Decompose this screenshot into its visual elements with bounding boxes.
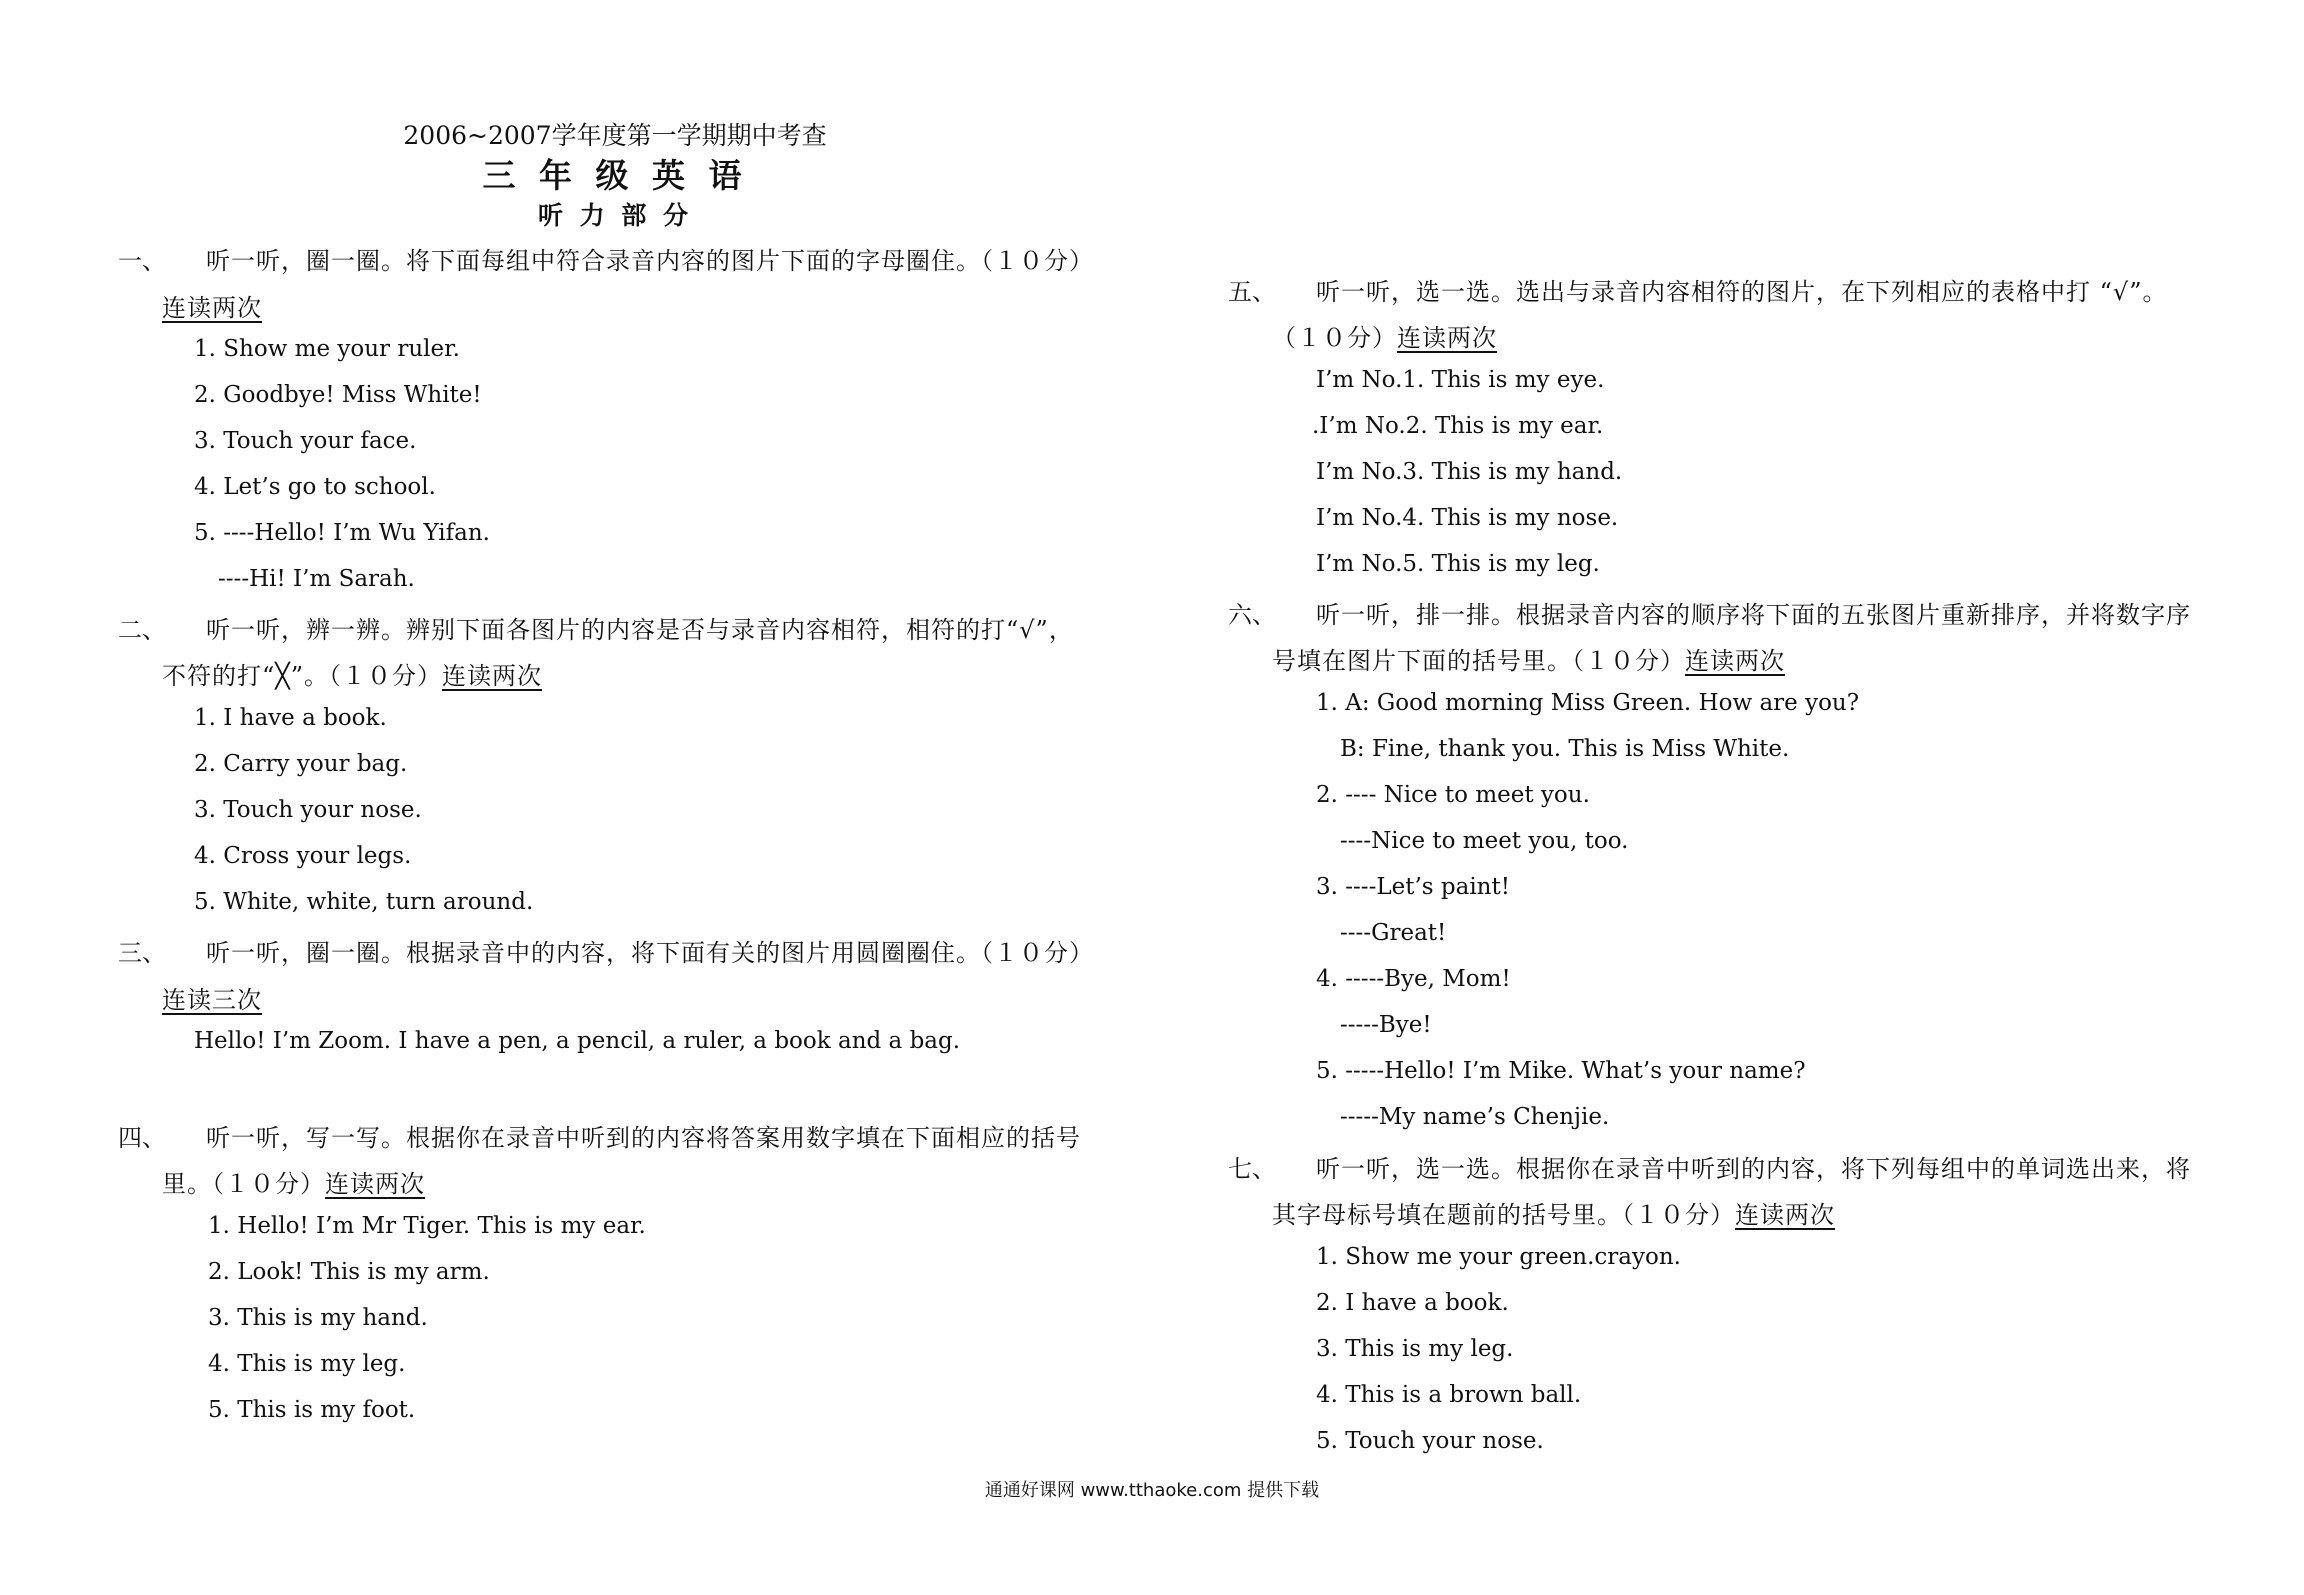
section-instruction-cont bbox=[162, 980, 262, 1015]
script-line: .I’m No.2. This is my ear. bbox=[1312, 413, 1604, 439]
script-line: 4. This is my leg. bbox=[208, 1351, 406, 1377]
exam-sub-title: 听 力 部 分 bbox=[537, 201, 693, 230]
section-instruction-cont bbox=[162, 288, 262, 323]
script-line: 1. I have a book. bbox=[194, 705, 387, 731]
instruction-prefix: 其字母标号填在题前的括号里。（１０分） bbox=[1272, 1201, 1735, 1229]
script-line: B: Fine, thank you. This is Miss White. bbox=[1340, 736, 1790, 762]
script-line: 5. White, white, turn around. bbox=[194, 889, 534, 915]
script-line: 4. Let’s go to school. bbox=[194, 474, 436, 500]
section-instruction: 听一听，辨一辨。辨别下面各图片的内容是否与录音内容相符，相符的打“√”， bbox=[206, 616, 1074, 644]
script-lines bbox=[194, 695, 533, 925]
section-number: 四、 bbox=[118, 1124, 166, 1152]
read-times-note: 连读两次 bbox=[1685, 647, 1785, 675]
section-instruction-cont bbox=[1272, 318, 1497, 353]
section-instruction: 听一听，选一选。选出与录音内容相符的图片，在下列相应的表格中打 “√”。 bbox=[1316, 278, 2168, 306]
script-line: I’m No.4. This is my nose. bbox=[1316, 505, 1619, 531]
script-lines bbox=[1312, 357, 1623, 587]
read-times-note: 连读两次 bbox=[162, 294, 262, 322]
script-line: 5. Touch your nose. bbox=[1316, 1428, 1544, 1454]
section-instruction: 听一听，圈一圈。根据录音中的内容，将下面有关的图片用圆圈圈住。（１０分） bbox=[206, 939, 1094, 967]
script-line: Hello! I’m Zoom. I have a pen, a pencil, a ruler, a book and a bag. bbox=[194, 1028, 961, 1054]
script-line: 4. Cross your legs. bbox=[194, 843, 412, 869]
script-line: 2. I have a book. bbox=[1316, 1290, 1509, 1316]
exam-year-title: 2006~2007学年度第一学期期中考查 bbox=[403, 121, 827, 150]
script-line: 1. A: Good morning Miss Green. How are you? bbox=[1316, 690, 1860, 716]
script-line: 3. ----Let’s paint! bbox=[1316, 874, 1510, 900]
read-times-note: 连读两次 bbox=[442, 662, 542, 690]
section-instruction: 听一听，写一写。根据你在录音中听到的内容将答案用数字填在下面相应的括号 bbox=[206, 1124, 1081, 1152]
script-line: ----Hi! I’m Sarah. bbox=[218, 566, 415, 592]
section-number: 一、 bbox=[118, 247, 166, 275]
script-line: I’m No.3. This is my hand. bbox=[1316, 459, 1623, 485]
script-line: 3. Touch your face. bbox=[194, 428, 417, 454]
script-line: I’m No.1. This is my eye. bbox=[1316, 367, 1605, 393]
script-line: 3. Touch your nose. bbox=[194, 797, 422, 823]
script-line: 2. Carry your bag. bbox=[194, 751, 408, 777]
instruction-prefix: 不符的打“╳”。（１０分） bbox=[162, 662, 442, 690]
section-instruction-cont bbox=[1272, 1195, 1835, 1230]
section-instruction-cont bbox=[162, 1164, 425, 1199]
read-times-note: 连读两次 bbox=[325, 1170, 425, 1198]
script-lines bbox=[194, 326, 490, 602]
script-line: I’m No.5. This is my leg. bbox=[1316, 551, 1600, 577]
script-line: ----Great! bbox=[1340, 920, 1447, 946]
script-line: 2. ---- Nice to meet you. bbox=[1316, 782, 1590, 808]
script-line: 3. This is my hand. bbox=[208, 1305, 428, 1331]
script-lines bbox=[1316, 680, 1859, 1140]
section-instruction: 听一听，排一排。根据录音内容的顺序将下面的五张图片重新排序，并将数字序 bbox=[1316, 601, 2191, 629]
script-line: 5. -----Hello! I’m Mike. What’s your name? bbox=[1316, 1058, 1806, 1084]
section-number: 三、 bbox=[118, 939, 166, 967]
script-line: 5. This is my foot. bbox=[208, 1397, 416, 1423]
section-instruction-cont bbox=[162, 656, 542, 691]
script-line: 1. Show me your green.crayon. bbox=[1316, 1244, 1681, 1270]
section-instruction: 听一听，圈一圈。将下面每组中符合录音内容的图片下面的字母圈住。（１０分） bbox=[206, 247, 1094, 275]
exam-main-title: 三 年 级 英 语 bbox=[482, 156, 748, 195]
script-line: 4. -----Bye, Mom! bbox=[1316, 966, 1511, 992]
read-times-note: 连读三次 bbox=[162, 986, 262, 1014]
instruction-prefix: 号填在图片下面的括号里。（１０分） bbox=[1272, 647, 1685, 675]
section-number: 六、 bbox=[1228, 601, 1276, 629]
section-number: 二、 bbox=[118, 616, 166, 644]
read-times-note: 连读两次 bbox=[1735, 1201, 1835, 1229]
instruction-prefix: （１０分） bbox=[1272, 324, 1397, 352]
section-instruction: 听一听，选一选。根据你在录音中听到的内容，将下列每组中的单词选出来，将 bbox=[1316, 1155, 2191, 1183]
script-line: ----Nice to meet you, too. bbox=[1340, 828, 1629, 854]
read-times-note: 连读两次 bbox=[1397, 324, 1497, 352]
instruction-prefix: 里。（１０分） bbox=[162, 1170, 325, 1198]
script-line: 3. This is my leg. bbox=[1316, 1336, 1514, 1362]
script-lines bbox=[208, 1203, 646, 1433]
script-line: 1. Hello! I’m Mr Tiger. This is my ear. bbox=[208, 1213, 646, 1239]
section-number: 七、 bbox=[1228, 1155, 1276, 1183]
page-footer: 通通好课网 www.tthaoke.com 提供下载 bbox=[984, 1480, 1320, 1501]
script-lines bbox=[194, 1018, 960, 1064]
script-lines bbox=[1316, 1234, 1681, 1464]
script-line: 2. Look! This is my arm. bbox=[208, 1259, 490, 1285]
script-line: -----Bye! bbox=[1340, 1012, 1432, 1038]
section-number: 五、 bbox=[1228, 278, 1276, 306]
section-instruction-cont bbox=[1272, 641, 1785, 676]
script-line: -----My name’s Chenjie. bbox=[1340, 1104, 1610, 1130]
script-line: 1. Show me your ruler. bbox=[194, 336, 460, 362]
script-line: 2. Goodbye! Miss White! bbox=[194, 382, 482, 408]
script-line: 5. ----Hello! I’m Wu Yifan. bbox=[194, 520, 490, 546]
script-line: 4. This is a brown ball. bbox=[1316, 1382, 1582, 1408]
